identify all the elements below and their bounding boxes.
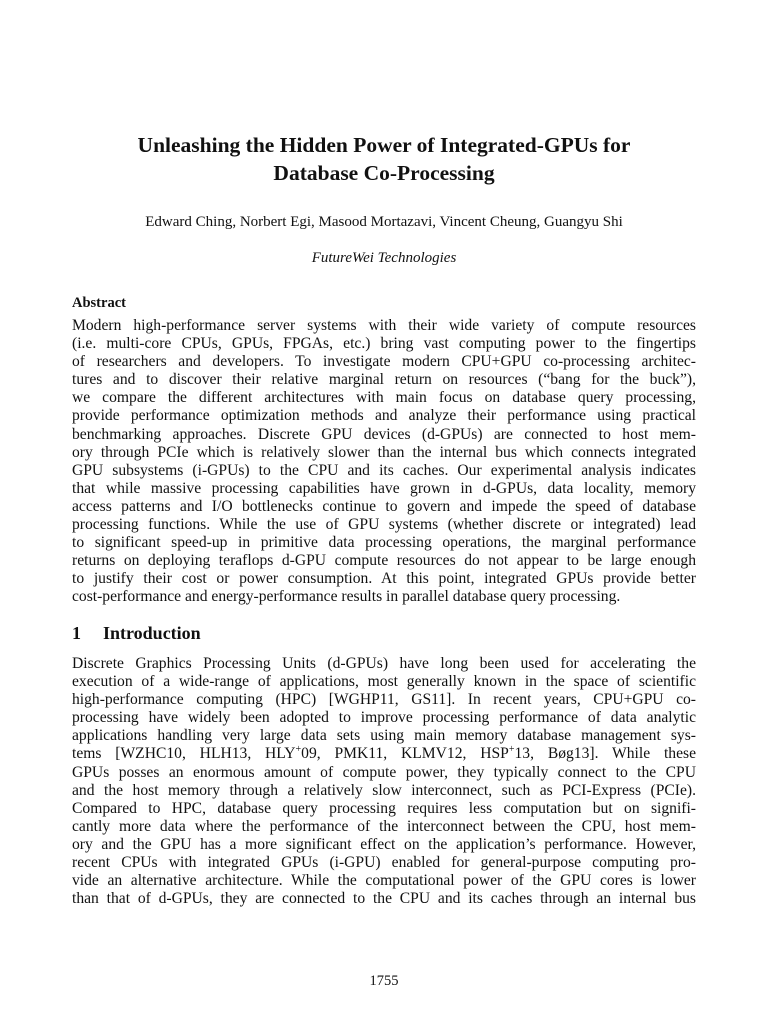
body-line: GPUs posses an enormous amount of compute power, they typically connect to the CPU xyxy=(72,763,696,781)
body-line: Compared to HPC, database query processing requires less computation but on signifi- xyxy=(72,799,696,817)
citation-line xyxy=(72,745,696,763)
abstract-line: of researchers and developers. To investigate modern CPU+GPU co-processing architec- xyxy=(72,353,696,371)
body-line: and the host memory through a relatively slow interconnect, such as PCI-Express (PCIe). xyxy=(72,781,696,799)
superscript-plus: + xyxy=(295,744,302,756)
affiliation: FutureWei Technologies xyxy=(311,250,457,266)
abstract-line: ory through PCIe which is relatively slower than the internal bus which connects integrated xyxy=(72,443,696,461)
section-title: Introduction xyxy=(103,623,201,643)
abstract-heading: Abstract xyxy=(72,295,126,311)
superscript-plus: + xyxy=(508,744,515,756)
paper-title xyxy=(60,131,708,187)
abstract-line: processing functions. While the use of GPU systems (whether discrete or integrated) lead xyxy=(72,516,696,534)
section-heading-introduction xyxy=(72,622,201,644)
body-line: Discrete Graphics Processing Units (d-GPUs) have long been used for accelerating the xyxy=(72,655,696,672)
title-line-2: Database Co-Processing xyxy=(273,161,495,185)
body-line: processing have widely been adopted to improve processing performance of data analytic xyxy=(72,709,696,727)
abstract-line: that while massive processing capabilities have grown in d-GPUs, data locality, memory xyxy=(72,479,696,497)
body-line: than that of d-GPUs, they are connected to the CPU and its caches through an internal bus xyxy=(72,890,696,908)
abstract-line: benchmarking approaches. Discrete GPU devices (d-GPUs) are connected to host mem- xyxy=(72,425,696,443)
abstract-line: cost-performance and energy-performance results in parallel database query processing. xyxy=(72,588,621,606)
citation-text: tems [WZHC10, HLH13, HLY xyxy=(72,745,296,763)
section-number: 1 xyxy=(72,623,81,643)
body-line: ory and the GPU has a more significant effect on the application’s performance. However, xyxy=(72,835,696,853)
introduction-body xyxy=(72,655,696,908)
abstract-line: (i.e. multi-core CPUs, GPUs, FPGAs, etc.) bring vast computing power to the fingertips xyxy=(72,335,696,353)
body-line: recent CPUs with integrated GPUs (i-GPU) enabled for general-purpose computing pro- xyxy=(72,854,696,872)
title-line-1: Unleashing the Hidden Power of Integrated-GPUs for xyxy=(137,133,631,157)
citation-text: 13, Bøg13]. While these xyxy=(514,745,696,763)
body-line: execution of a wide-range of applications, most generally known in the space of scientific xyxy=(72,673,696,691)
abstract-line: tures and to discover their relative marginal return on resources (“bang for the buck”), xyxy=(72,371,696,389)
body-line: cantly more data where the performance of the interconnect between the CPU, host mem- xyxy=(72,817,696,835)
page-number: 1755 xyxy=(369,973,399,989)
abstract-line: to significant speed-up in primitive data processing operations, the marginal performance xyxy=(72,534,696,552)
body-line: applications handling very large data sets using main memory database management sys- xyxy=(72,727,696,745)
body-line: high-performance computing (HPC) [WGHP11, GS11]. In recent years, CPU+GPU co- xyxy=(72,691,696,709)
abstract-line: returns on deploying teraflops d-GPU compute resources do not appear to be large enough xyxy=(72,552,696,570)
citation-text: 09, PMK11, KLMV12, HSP xyxy=(301,745,509,763)
abstract-line: Modern high-performance server systems with their wide variety of compute resources xyxy=(72,317,696,334)
abstract-line: to justify their cost or power consumption. At this point, integrated GPUs provide better xyxy=(72,570,696,588)
author-list: Edward Ching, Norbert Egi, Masood Mortazavi, Vincent Cheung, Guangyu Shi xyxy=(145,214,623,230)
abstract-line: access patterns and I/O bottlenecks continue to govern and impede the speed of database xyxy=(72,497,696,515)
abstract-line: provide performance optimization methods and analyze their performance using practical xyxy=(72,407,696,425)
abstract-line: we compare the different architectures with main focus on database query processing, xyxy=(72,389,696,407)
abstract-line: GPU subsystems (i-GPUs) to the CPU and its caches. Our experimental analysis indicates xyxy=(72,461,696,479)
abstract-body xyxy=(72,317,696,607)
body-line: vide an alternative architecture. While the computational power of the GPU cores is lower xyxy=(72,872,696,890)
